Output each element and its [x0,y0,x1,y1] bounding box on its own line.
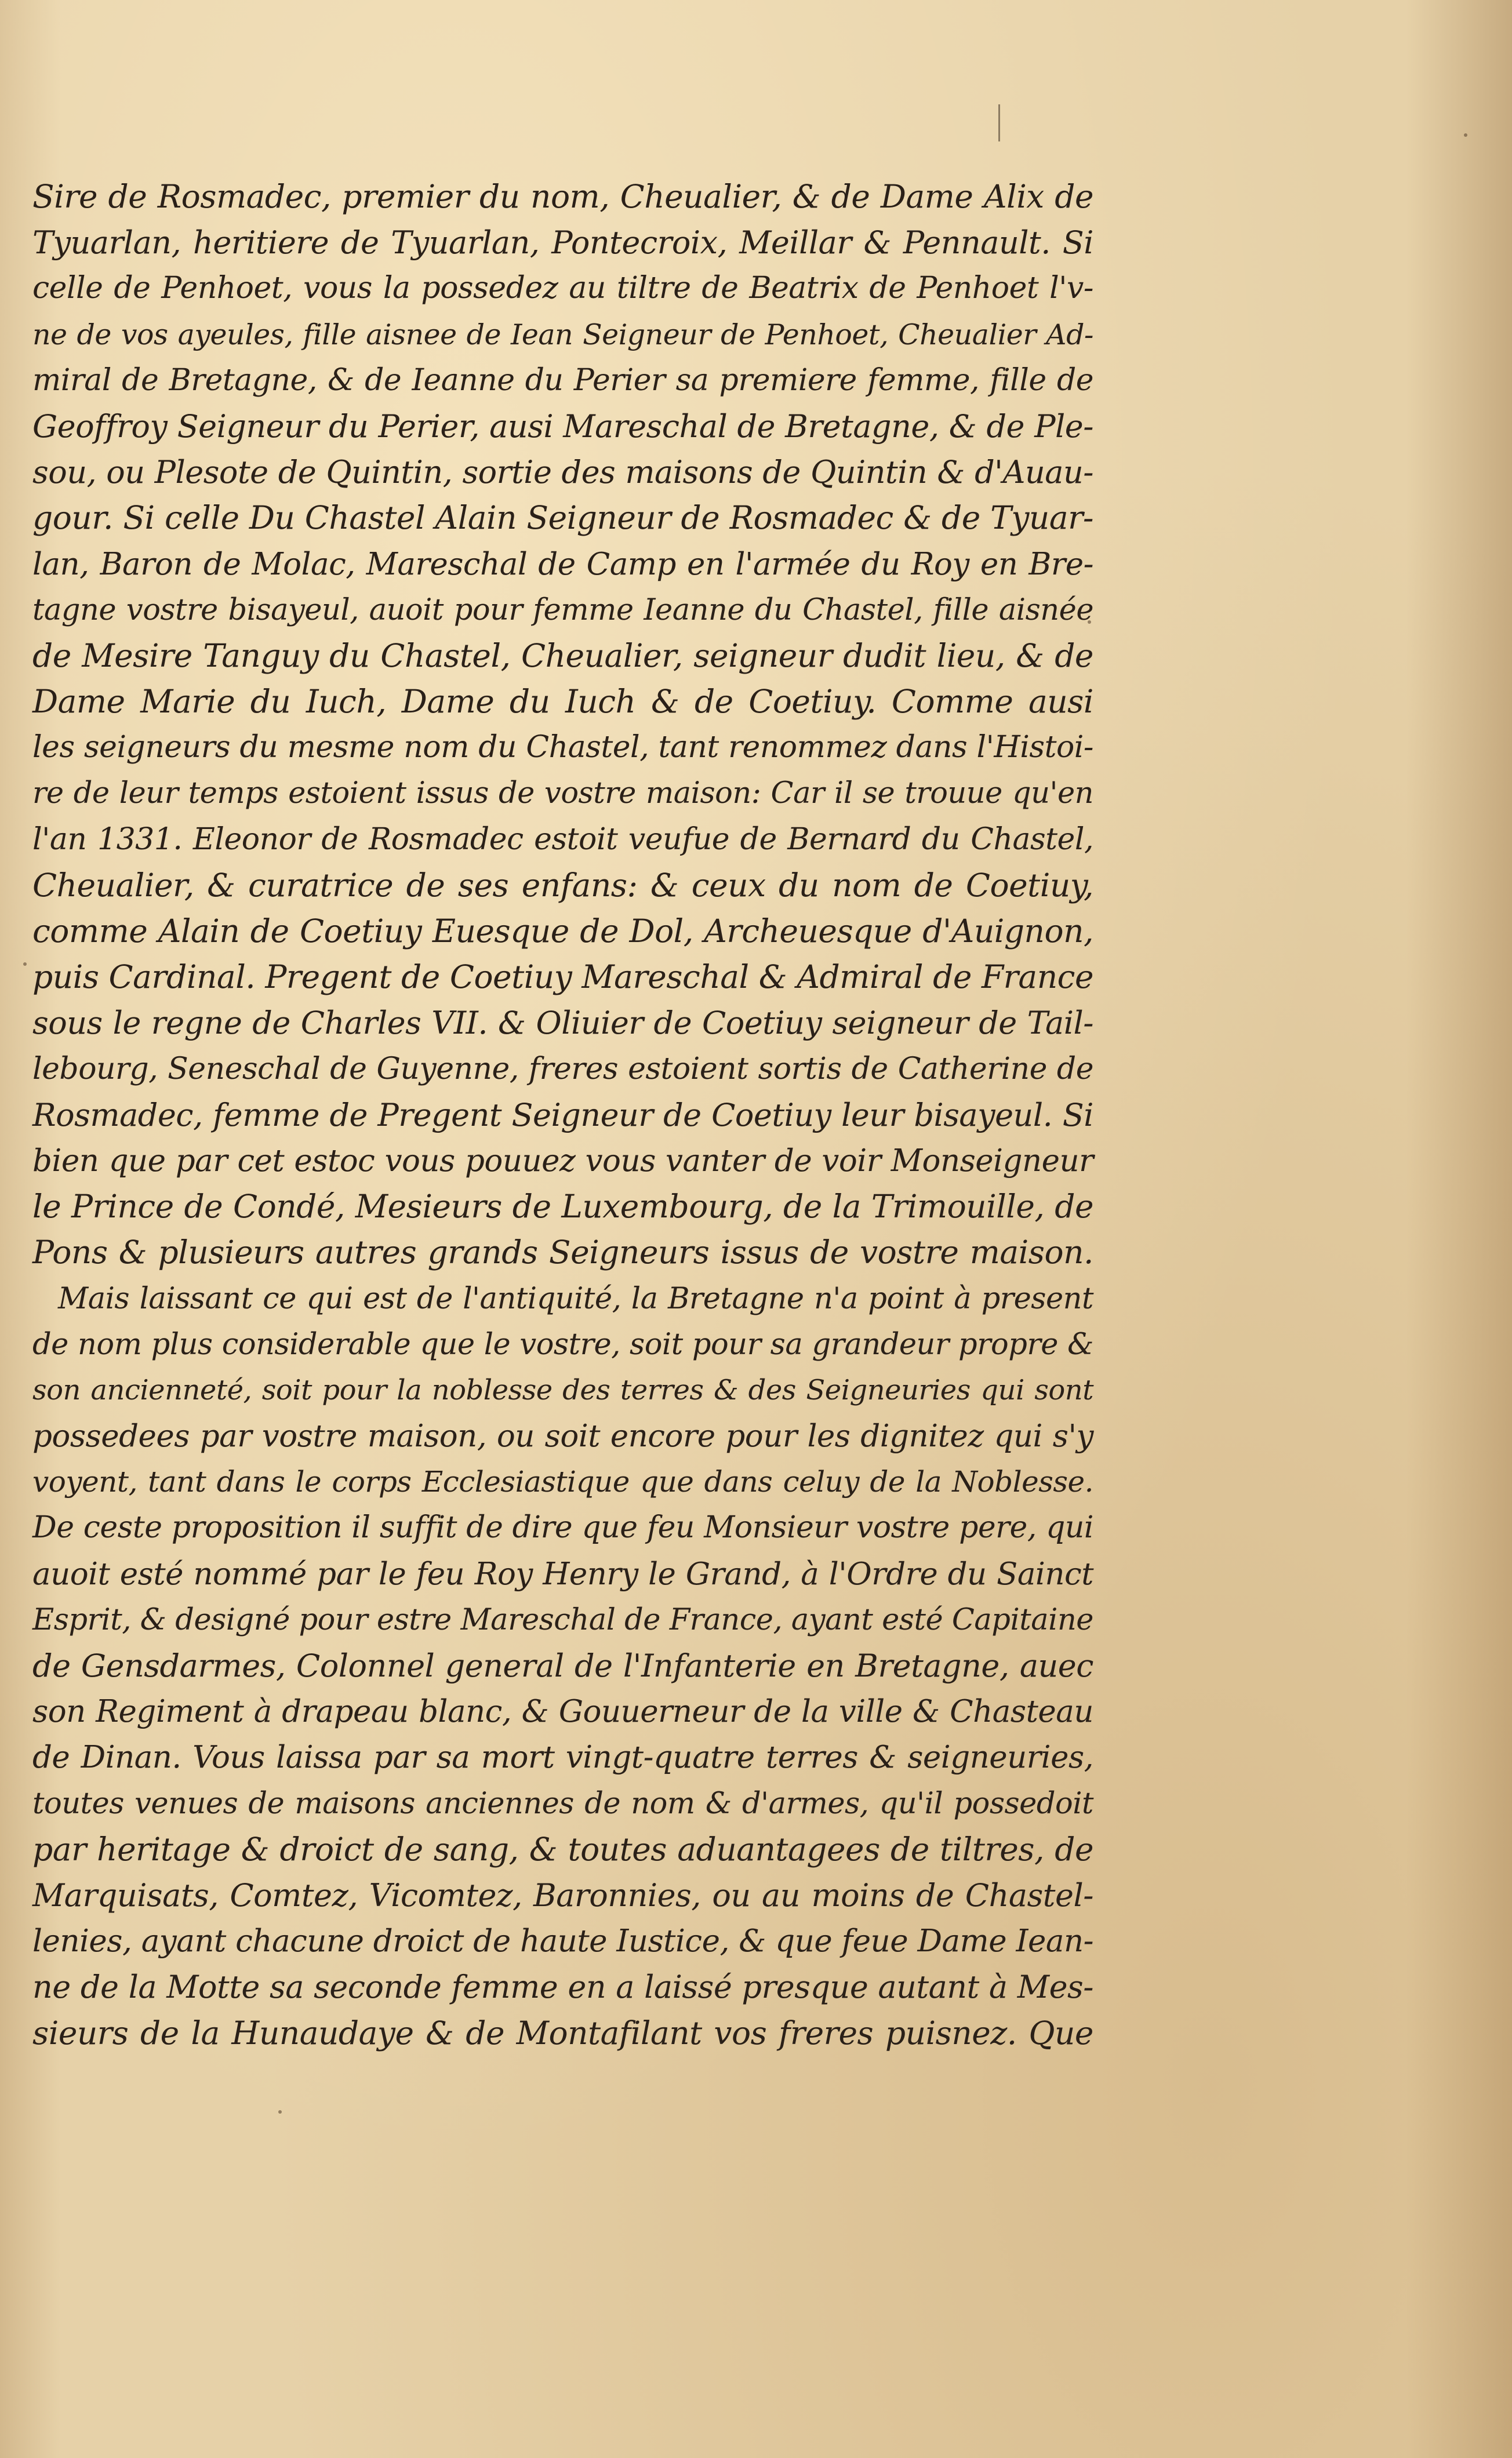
text-line: possedees par vostre maison, ou soit encore pour les dignitez qui s'y [32,1419,1093,1455]
text-line: son ancienneté, soit pour la noblesse des terres & des Seigneuries qui sont [32,1373,1093,1406]
paragraph [32,1276,1093,2056]
text-line: Cheualier, & curatrice de ses enfans: & ceux du nom de Coetiuy, [32,866,1093,904]
paper-speck [278,2110,282,2114]
ink-mark [998,104,1000,141]
text-line: puis Cardinal. Pregent de Coetiuy Mareschal & Admiral de France [32,958,1093,996]
text-line: Pons & plusieurs autres grands Seigneurs issus de vostre maison. [32,1234,1093,1271]
text-line: le Prince de Condé, Mesieurs de Luxembourg, de la Trimouille, de [32,1188,1093,1226]
text-line: lebourg, Seneschal de Guyenne, freres estoient sortis de Catherine de [32,1051,1093,1086]
text-line: gour. Si celle Du Chastel Alain Seigneur de Rosmadec & de Tyuar- [32,499,1093,537]
text-line: Marquisats, Comtez, Vicomtez, Baronnies, ou au moins de Chastel- [32,1877,1093,1914]
text-line: Rosmadec, femme de Pregent Seigneur de Coetiuy leur bisayeul. Si [32,1096,1093,1133]
text-line: re de leur temps estoient issus de vostre maison: Car il se trouue qu'en [32,776,1093,811]
text-line: lenies, ayant chacune droict de haute Iustice, & que feue Dame Iean- [32,1924,1093,1959]
text-line: Geoffroy Seigneur du Perier, ausi Mareschal de Bretagne, & de Ple- [32,408,1093,445]
text-line: Tyuarlan, heritiere de Tyuarlan, Pontecroix, Meillar & Pennault. Si [32,224,1093,261]
text-line: voyent, tant dans le corps Ecclesiastique que dans celuy de la Noblesse. [32,1465,1093,1499]
text-line: l'an 1331. Eleonor de Rosmadec estoit veufue de Bernard du Chastel, [32,821,1093,857]
paper-speck [1464,133,1467,137]
text-line: les seigneurs du mesme nom du Chastel, tant renommez dans l'Histoi- [32,730,1093,765]
text-line: comme Alain de Coetiuy Euesque de Dol, Archeuesque d'Auignon, [32,912,1093,950]
text-line: sous le regne de Charles VII. & Oliuier de Coetiuy seigneur de Tail- [32,1005,1093,1042]
text-line: ne de la Motte sa seconde femme en a laissé presque autant à Mes- [32,1969,1093,2006]
text-line: sieurs de la Hunaudaye & de Montafilant vos freres puisnez. Que [32,2014,1093,2052]
text-line: son Regiment à drapeau blanc, & Gouuerneur de la ville & Chasteau [32,1694,1093,1730]
text-line: de Gensdarmes, Colonnel general de l'Infanterie en Bretagne, auec [32,1648,1093,1684]
text-line: Dame Marie du Iuch, Dame du Iuch & de Coetiuy. Comme ausi [32,683,1093,721]
paper-speck [23,962,27,966]
text-line: De ceste proposition il suffit de dire que feu Monsieur vostre pere, qui [32,1510,1093,1546]
paragraph [32,174,1093,1276]
text-line: Sire de Rosmadec, premier du nom, Cheualier, & de Dame Alix de [32,178,1093,215]
text-line: sou, ou Plesote de Quintin, sortie des maisons de Quintin & d'Auau- [32,454,1093,491]
text-line: de Mesire Tanguy du Chastel, Cheualier, seigneur dudit lieu, & de [32,637,1093,674]
text-line: lan, Baron de Molac, Mareschal de Camp en l'armée du Roy en Bre- [32,546,1093,582]
text-line: ne de vos ayeules, fille aisnee de Iean Seigneur de Penhoet, Cheualier Ad- [32,318,1093,351]
text-line: celle de Penhoet, vous la possedez au tiltre de Beatrix de Penhoet l'v- [32,271,1093,306]
text-line: auoit esté nommé par le feu Roy Henry le Grand, à l'Ordre du Sainct [32,1556,1093,1592]
text-line: bien que par cet estoc vous pouuez vous vanter de voir Monseigneur [32,1143,1093,1179]
text-line: toutes venues de maisons anciennes de nom & d'armes, qu'il possedoit [32,1786,1093,1821]
text-line: de Dinan. Vous laissa par sa mort vingt-quatre terres & seigneuries, [32,1740,1093,1776]
text-line: miral de Bretagne, & de Ieanne du Perier sa premiere femme, fille de [32,362,1093,398]
text-line: Mais laissant ce qui est de l'antiquité, la Bretagne n'a point à present [58,1281,1093,1316]
body-text [32,174,1093,2056]
text-line: de nom plus considerable que le vostre, soit pour sa grandeur propre & [32,1327,1093,1362]
text-line: par heritage & droict de sang, & toutes aduantagees de tiltres, de [32,1830,1093,1868]
text-line: Esprit, & designé pour estre Mareschal de France, ayant esté Capitaine [32,1602,1093,1637]
text-line: tagne vostre bisayeul, auoit pour femme Ieanne du Chastel, fille aisnée [32,592,1093,627]
